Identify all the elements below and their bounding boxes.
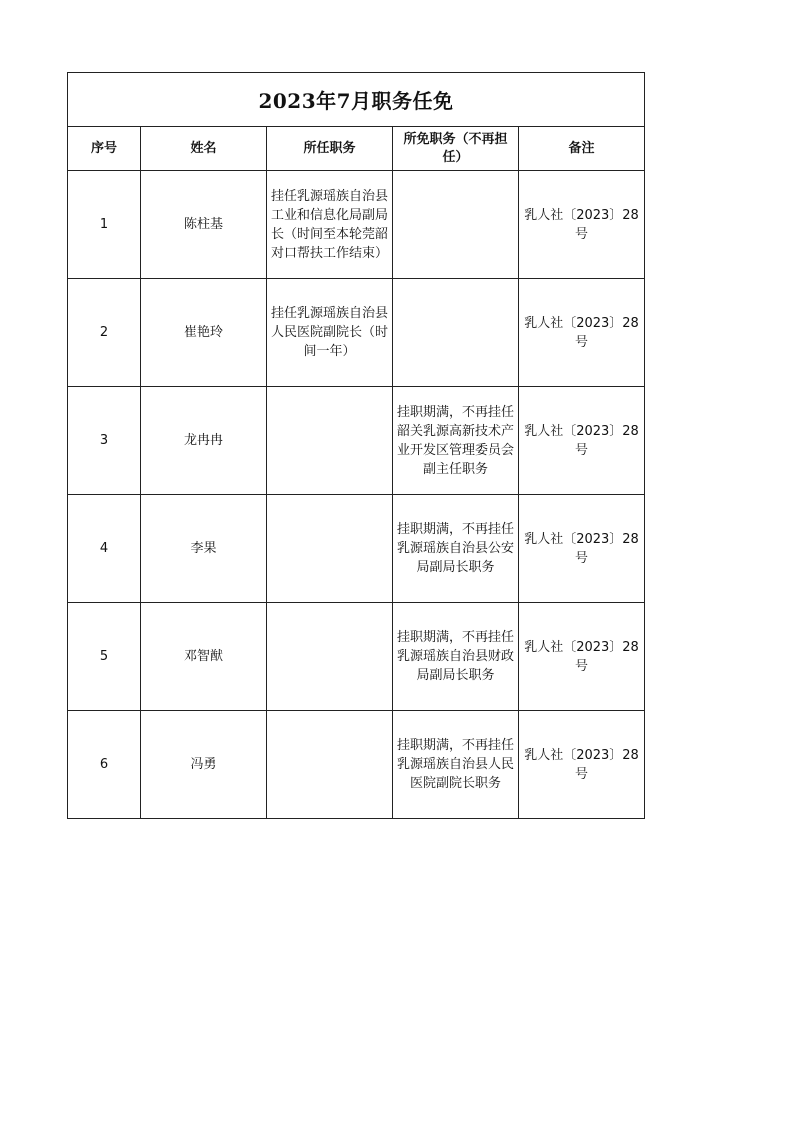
row-removed: 挂职期满，不再挂任乳源瑶族自治县财政局副局长职务 bbox=[393, 603, 519, 711]
header-appointed: 所任职务 bbox=[267, 127, 393, 171]
row-note: 乳人社〔2023〕28号 bbox=[519, 711, 645, 819]
row-name: 冯勇 bbox=[141, 711, 267, 819]
row-name: 李果 bbox=[141, 495, 267, 603]
row-name: 邓智猷 bbox=[141, 603, 267, 711]
row-note: 乳人社〔2023〕28号 bbox=[519, 603, 645, 711]
table-row bbox=[68, 603, 645, 711]
table-row bbox=[68, 279, 645, 387]
table-row bbox=[68, 711, 645, 819]
row-removed: 挂职期满，不再挂任乳源瑶族自治县人民医院副院长职务 bbox=[393, 711, 519, 819]
row-index: 3 bbox=[68, 387, 141, 495]
row-index: 4 bbox=[68, 495, 141, 603]
document-title: 2023年7月职务任免 bbox=[68, 73, 645, 127]
table-row bbox=[68, 495, 645, 603]
row-name: 崔艳玲 bbox=[141, 279, 267, 387]
row-note: 乳人社〔2023〕28号 bbox=[519, 279, 645, 387]
row-appointed bbox=[267, 603, 393, 711]
title-row bbox=[68, 73, 645, 127]
row-removed: 挂职期满，不再挂任乳源瑶族自治县公安局副局长职务 bbox=[393, 495, 519, 603]
row-index: 1 bbox=[68, 171, 141, 279]
appointments-table bbox=[67, 72, 645, 819]
row-removed: 挂职期满，不再挂任韶关乳源高新技术产业开发区管理委员会副主任职务 bbox=[393, 387, 519, 495]
row-index: 5 bbox=[68, 603, 141, 711]
row-name: 龙冉冉 bbox=[141, 387, 267, 495]
row-note: 乳人社〔2023〕28号 bbox=[519, 387, 645, 495]
header-row bbox=[68, 127, 645, 171]
header-index: 序号 bbox=[68, 127, 141, 171]
header-name: 姓名 bbox=[141, 127, 267, 171]
row-appointed bbox=[267, 495, 393, 603]
row-index: 6 bbox=[68, 711, 141, 819]
row-appointed bbox=[267, 711, 393, 819]
header-removed: 所免职务（不再担任） bbox=[393, 127, 519, 171]
row-removed bbox=[393, 171, 519, 279]
row-appointed: 挂任乳源瑶族自治县人民医院副院长（时间一年） bbox=[267, 279, 393, 387]
row-removed bbox=[393, 279, 519, 387]
row-appointed bbox=[267, 387, 393, 495]
table-row bbox=[68, 387, 645, 495]
row-note: 乳人社〔2023〕28号 bbox=[519, 171, 645, 279]
table-row bbox=[68, 171, 645, 279]
row-note: 乳人社〔2023〕28号 bbox=[519, 495, 645, 603]
row-name: 陈柱基 bbox=[141, 171, 267, 279]
row-appointed: 挂任乳源瑶族自治县工业和信息化局副局长（时间至本轮莞韶对口帮扶工作结束） bbox=[267, 171, 393, 279]
header-note: 备注 bbox=[519, 127, 645, 171]
row-index: 2 bbox=[68, 279, 141, 387]
